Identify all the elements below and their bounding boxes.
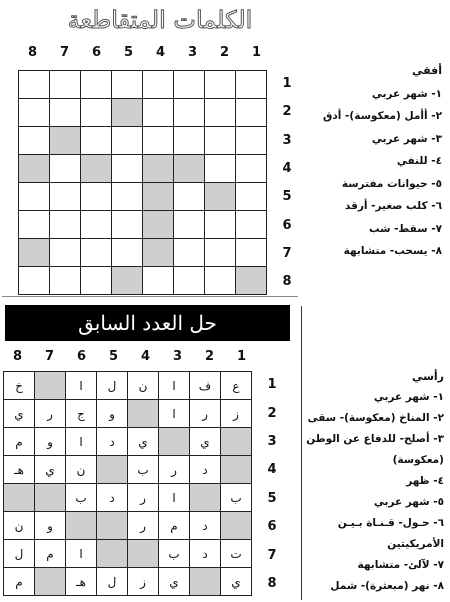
grid-row <box>19 99 267 127</box>
down-clue: ٥- شهر عربي <box>373 496 444 508</box>
solution-banner: حل العدد السابق <box>5 305 290 341</box>
letter-cell: ا <box>66 540 97 568</box>
empty-cell[interactable] <box>19 127 50 155</box>
down-clue: ١- شهر عربي <box>373 391 444 403</box>
empty-cell[interactable] <box>81 267 112 295</box>
row-number: 8 <box>267 576 277 591</box>
letter-cell: د <box>97 428 128 456</box>
empty-cell[interactable] <box>236 155 267 183</box>
empty-cell[interactable] <box>112 127 143 155</box>
solution-grid-column-numbers <box>2 349 258 365</box>
across-clue: ٢- أأمل (معكوسة)- أدق <box>323 110 442 122</box>
empty-cell[interactable] <box>19 71 50 99</box>
empty-cell[interactable] <box>81 211 112 239</box>
empty-cell[interactable] <box>236 211 267 239</box>
column-number: 4 <box>140 349 151 364</box>
letter-cell: ل <box>4 540 35 568</box>
letter-cell: ب <box>128 456 159 484</box>
blocked-cell <box>4 484 35 512</box>
blocked-cell <box>143 239 174 267</box>
grid-row <box>19 71 267 99</box>
empty-cell[interactable] <box>112 183 143 211</box>
letter-cell: ي <box>35 456 66 484</box>
empty-cell[interactable] <box>81 183 112 211</box>
empty-cell[interactable] <box>143 267 174 295</box>
grid-row <box>4 512 252 540</box>
letter-cell: ي <box>128 428 159 456</box>
letter-cell: خ <box>4 372 35 400</box>
grid-row <box>19 127 267 155</box>
empty-cell[interactable] <box>236 127 267 155</box>
letter-cell: ي <box>4 400 35 428</box>
empty-cell[interactable] <box>236 99 267 127</box>
letter-cell: ر <box>190 400 221 428</box>
column-number: 6 <box>76 349 87 364</box>
column-number: 1 <box>251 45 262 60</box>
row-number: 6 <box>282 217 292 233</box>
row-number: 5 <box>267 490 277 506</box>
empty-cell[interactable] <box>19 99 50 127</box>
grid-row <box>4 568 252 596</box>
blocked-cell <box>236 267 267 295</box>
letter-cell: ل <box>97 568 128 596</box>
letter-cell: ب <box>66 484 97 512</box>
across-clue: ١- شهر عربي <box>371 87 442 100</box>
letter-cell: ب <box>221 484 252 512</box>
section-divider <box>2 296 298 297</box>
blocked-cell <box>190 484 221 512</box>
grid-row <box>19 155 267 183</box>
column-number: 3 <box>172 349 183 364</box>
across-heading: أفقي <box>411 64 442 77</box>
top-grid-column-numbers <box>17 45 273 61</box>
column-number: 8 <box>12 349 23 364</box>
empty-cell[interactable] <box>205 211 236 239</box>
empty-cell[interactable] <box>205 239 236 267</box>
empty-cell[interactable] <box>112 155 143 183</box>
empty-cell[interactable] <box>50 183 81 211</box>
blocked-cell <box>221 428 252 456</box>
column-number: 1 <box>236 349 247 364</box>
letter-cell: ز <box>128 568 159 596</box>
column-number: 2 <box>219 45 230 60</box>
empty-cell[interactable] <box>236 183 267 211</box>
empty-cell[interactable] <box>81 127 112 155</box>
letter-cell: ز <box>221 400 252 428</box>
empty-cell[interactable] <box>112 211 143 239</box>
letter-cell: ت <box>221 540 252 568</box>
empty-cell[interactable] <box>143 127 174 155</box>
letter-cell: د <box>190 512 221 540</box>
empty-cell[interactable] <box>205 71 236 99</box>
letter-cell: و <box>35 428 66 456</box>
empty-cell[interactable] <box>236 239 267 267</box>
blocked-cell <box>19 239 50 267</box>
row-number: 7 <box>282 245 292 261</box>
blocked-cell <box>190 568 221 596</box>
empty-cell[interactable] <box>174 239 205 267</box>
down-clue: ٤- ظهر <box>406 475 444 487</box>
row-number: 7 <box>267 547 277 563</box>
empty-cell[interactable] <box>19 267 50 295</box>
letter-cell: ب <box>159 540 190 568</box>
letter-cell: م <box>35 540 66 568</box>
letter-cell: هـ <box>66 568 97 596</box>
empty-cell[interactable] <box>174 71 205 99</box>
blocked-cell <box>112 99 143 127</box>
row-number: 1 <box>282 76 292 92</box>
blocked-cell <box>66 512 97 540</box>
across-clue: ٦- كلب صغير- أرقد <box>344 200 442 212</box>
empty-cell[interactable] <box>50 99 81 127</box>
empty-cell[interactable] <box>205 155 236 183</box>
blocked-cell <box>35 568 66 596</box>
blocked-cell <box>221 512 252 540</box>
top-grid-row-numbers <box>279 70 295 295</box>
blocked-cell <box>128 400 159 428</box>
blocked-cell <box>159 428 190 456</box>
row-number: 3 <box>282 132 292 148</box>
letter-cell: ر <box>35 400 66 428</box>
empty-cell[interactable] <box>81 239 112 267</box>
down-clue: الأمريكيتين <box>387 538 444 550</box>
empty-cell[interactable] <box>174 99 205 127</box>
letter-cell: ن <box>66 456 97 484</box>
grid-row <box>4 484 252 512</box>
letter-cell: ع <box>221 372 252 400</box>
grid-row <box>19 211 267 239</box>
blocked-cell <box>112 267 143 295</box>
empty-cell[interactable] <box>174 211 205 239</box>
letter-cell: م <box>4 568 35 596</box>
row-number: 3 <box>267 434 277 449</box>
across-clue: ٨- يسحب- متشابهة <box>343 245 442 257</box>
blocked-cell <box>97 456 128 484</box>
letter-cell: ي <box>190 428 221 456</box>
empty-cell[interactable] <box>112 71 143 99</box>
row-number: 4 <box>267 462 277 478</box>
blocked-cell <box>205 183 236 211</box>
empty-cell[interactable] <box>50 239 81 267</box>
empty-cell[interactable] <box>50 267 81 295</box>
letter-cell: ا <box>66 428 97 456</box>
across-clue: ٤- للنفي <box>396 155 442 167</box>
letter-cell: و <box>97 400 128 428</box>
grid-row <box>19 183 267 211</box>
empty-cell[interactable] <box>50 211 81 239</box>
column-number: 5 <box>123 45 134 60</box>
letter-cell: ل <box>97 372 128 400</box>
blocked-cell <box>143 155 174 183</box>
letter-cell: ا <box>66 372 97 400</box>
puzzle-title: الكلمات المتقاطعة <box>67 6 253 34</box>
empty-cell[interactable] <box>174 183 205 211</box>
empty-cell[interactable] <box>174 127 205 155</box>
blocked-cell <box>50 127 81 155</box>
letter-cell: و <box>35 512 66 540</box>
down-clue: ٦- حـول- قـنـاة بـيـن <box>337 517 444 529</box>
row-number: 4 <box>282 161 292 177</box>
letter-cell: د <box>190 540 221 568</box>
letter-cell: ا <box>159 372 190 400</box>
grid-row <box>4 428 252 456</box>
empty-cell[interactable] <box>19 211 50 239</box>
empty-cell[interactable] <box>143 71 174 99</box>
column-number: 4 <box>155 45 166 60</box>
letter-cell: ج <box>66 400 97 428</box>
across-clue: ٥- حيوانات مفترسة <box>341 177 442 190</box>
letter-cell: م <box>159 512 190 540</box>
blocked-cell <box>35 484 66 512</box>
empty-cell[interactable] <box>174 267 205 295</box>
column-number: 6 <box>91 45 102 60</box>
grid-row <box>4 372 252 400</box>
row-number: 8 <box>282 274 292 290</box>
across-clue: ٧- سقط- شب <box>368 222 442 235</box>
down-clue: (معكوسة) <box>392 454 444 466</box>
column-number: 7 <box>44 349 55 364</box>
empty-cell[interactable] <box>205 99 236 127</box>
letter-cell: ف <box>190 372 221 400</box>
row-number: 1 <box>267 377 277 393</box>
across-clues <box>298 60 442 263</box>
letter-cell: ر <box>159 456 190 484</box>
grid-row <box>4 400 252 428</box>
empty-cell[interactable] <box>50 155 81 183</box>
blocked-cell <box>128 540 159 568</box>
blocked-cell <box>81 155 112 183</box>
row-number: 6 <box>267 519 277 535</box>
empty-cell[interactable] <box>143 99 174 127</box>
letter-cell: ا <box>159 400 190 428</box>
row-number: 2 <box>282 104 292 120</box>
blocked-cell <box>143 211 174 239</box>
empty-cell[interactable] <box>205 267 236 295</box>
down-clue: ٨- نهر (مبعثرة)- شمل <box>330 580 444 592</box>
column-number: 5 <box>108 349 119 364</box>
letter-cell: د <box>190 456 221 484</box>
letter-cell: ي <box>221 568 252 596</box>
empty-cell[interactable] <box>81 99 112 127</box>
empty-cell[interactable] <box>112 239 143 267</box>
blocked-cell <box>143 183 174 211</box>
letter-cell: م <box>4 428 35 456</box>
letter-cell: ي <box>159 568 190 596</box>
row-number: 5 <box>282 189 292 205</box>
crossword-grid <box>18 70 267 295</box>
down-clues <box>300 366 444 597</box>
empty-cell[interactable] <box>50 71 81 99</box>
empty-cell[interactable] <box>205 127 236 155</box>
column-number: 8 <box>27 45 38 60</box>
letter-cell: ن <box>128 372 159 400</box>
solution-grid-row-numbers <box>264 371 280 597</box>
solution-grid <box>3 371 252 596</box>
blocked-cell <box>174 155 205 183</box>
blocked-cell <box>97 540 128 568</box>
down-clue: ٧- لآلئ- متشابهة <box>357 559 444 571</box>
column-number: 2 <box>204 349 215 364</box>
column-number: 7 <box>59 45 70 60</box>
grid-row <box>19 267 267 295</box>
letter-cell: ا <box>159 484 190 512</box>
letter-cell: هـ <box>4 456 35 484</box>
letter-cell: ن <box>4 512 35 540</box>
down-heading: رأسي <box>411 370 444 383</box>
across-clue: ٣- شهر عربي <box>371 132 442 145</box>
grid-row <box>4 540 252 568</box>
empty-cell[interactable] <box>81 71 112 99</box>
blocked-cell <box>35 372 66 400</box>
letter-cell: ر <box>128 512 159 540</box>
letter-cell: د <box>97 484 128 512</box>
blocked-cell <box>221 456 252 484</box>
blocked-cell <box>97 512 128 540</box>
column-number: 3 <box>187 45 198 60</box>
empty-cell[interactable] <box>19 183 50 211</box>
letter-cell: ر <box>128 484 159 512</box>
row-number: 2 <box>267 405 277 421</box>
down-clue: ٣- أصلح- للدفاع عن الوطن <box>306 433 444 445</box>
grid-row <box>19 239 267 267</box>
empty-cell[interactable] <box>236 71 267 99</box>
down-clue: ٢- المناخ (معكوسة)- سقى <box>307 412 444 424</box>
blocked-cell <box>19 155 50 183</box>
grid-row <box>4 456 252 484</box>
